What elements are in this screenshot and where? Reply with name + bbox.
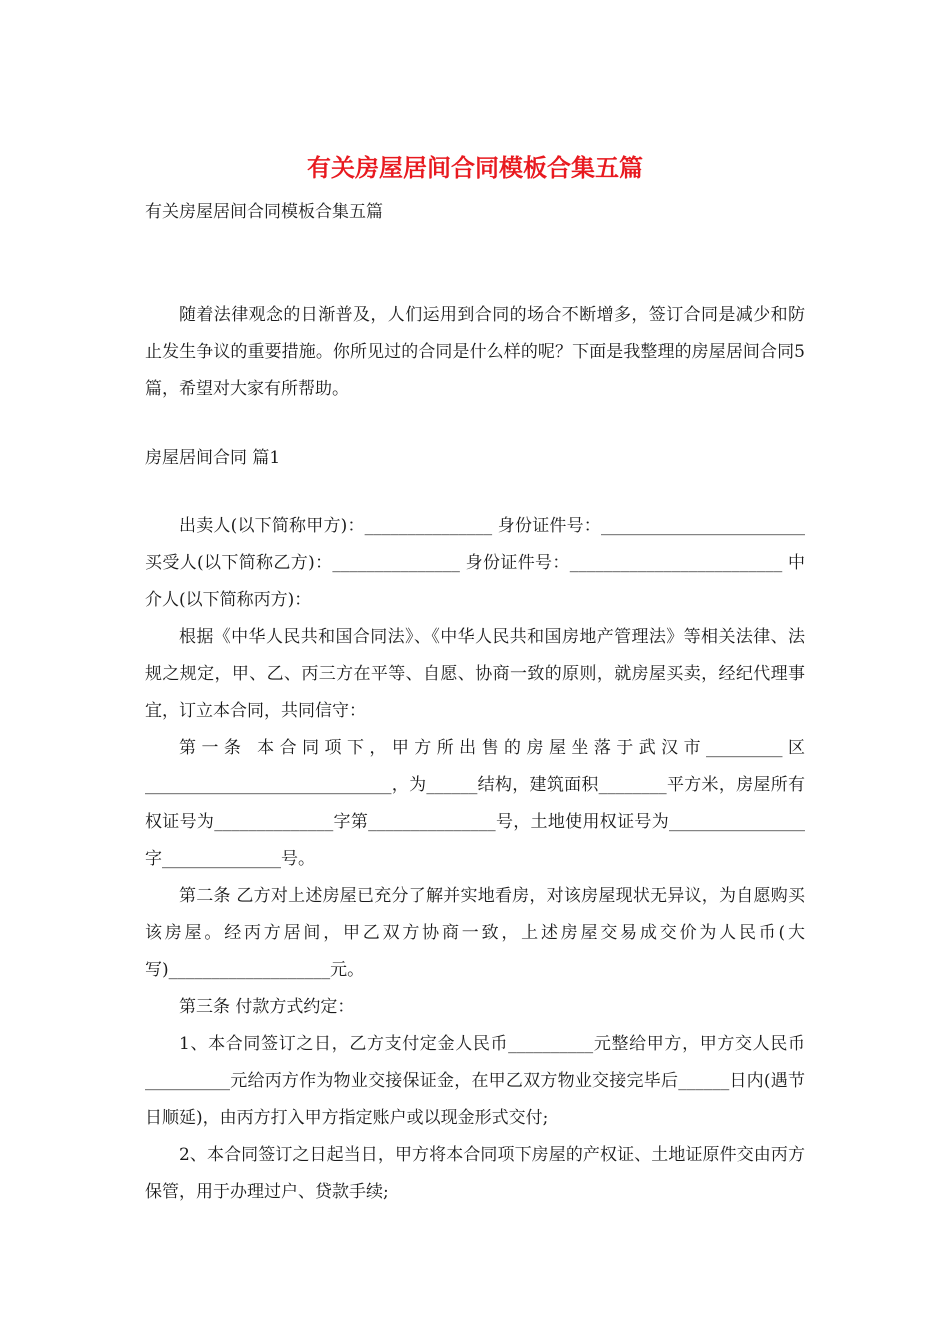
section-heading: 房屋居间合同 篇1: [145, 448, 281, 468]
document-subtitle: 有关房屋居间合同模板合集五篇: [145, 202, 383, 222]
document-title: 有关房屋居间合同模板合集五篇: [307, 153, 643, 182]
paragraph-article-2: 第二条 乙方对上述房屋已充分了解并实地看房，对该房屋现状无异议，为自愿购买该房屋。经丙方居间，甲乙双方协商一致，上述房屋交易成交价为人民币(大写)___________________元。: [145, 886, 805, 980]
intro-block: [145, 297, 805, 408]
paragraph-parties: 出卖人(以下简称甲方)：_______________ 身份证件号：________________________ 买受人(以下简称乙方)：_______________ 身份证件号：_________________________ 中介人(以下简称丙方)：: [145, 516, 805, 610]
paragraph-basis: 根据《中华人民共和国合同法》、《中华人民共和国房地产管理法》等相关法律、法规之规定，甲、乙、丙三方在平等、自愿、协商一致的原则，就房屋买卖，经纪代理事宜，订立本合同，共同信守：: [145, 627, 805, 721]
paragraph-clause-2: 2、本合同签订之日起当日，甲方将本合同项下房屋的产权证、土地证原件交由丙方保管，用于办理过户、贷款手续;: [145, 1145, 805, 1202]
intro-paragraph: 随着法律观念的日渐普及，人们运用到合同的场合不断增多，签订合同是减少和防止发生争议的重要措施。你所见过的合同是什么样的呢？下面是我整理的房屋居间合同5篇，希望对大家有所帮助。: [145, 305, 805, 399]
paragraph-clause-1: 1、本合同签订之日，乙方支付定金人民币__________元整给甲方，甲方交人民币__________元给丙方作为物业交接保证金，在甲乙双方物业交接完毕后______日内(遇节日顺延)，由丙方打入甲方指定账户或以现金形式交付;: [145, 1034, 805, 1128]
contract-body: [145, 508, 805, 1211]
paragraph-article-3: 第三条 付款方式约定：: [179, 997, 355, 1017]
paragraph-article-1: 第一条 本合同项下，甲方所出售的房屋坐落于武汉市_________区_____________________________，为______结构，建筑面积________平方米，房屋所有权证号为______________字第_______________号，土地使用权证号为________________字______________号。: [145, 738, 805, 869]
